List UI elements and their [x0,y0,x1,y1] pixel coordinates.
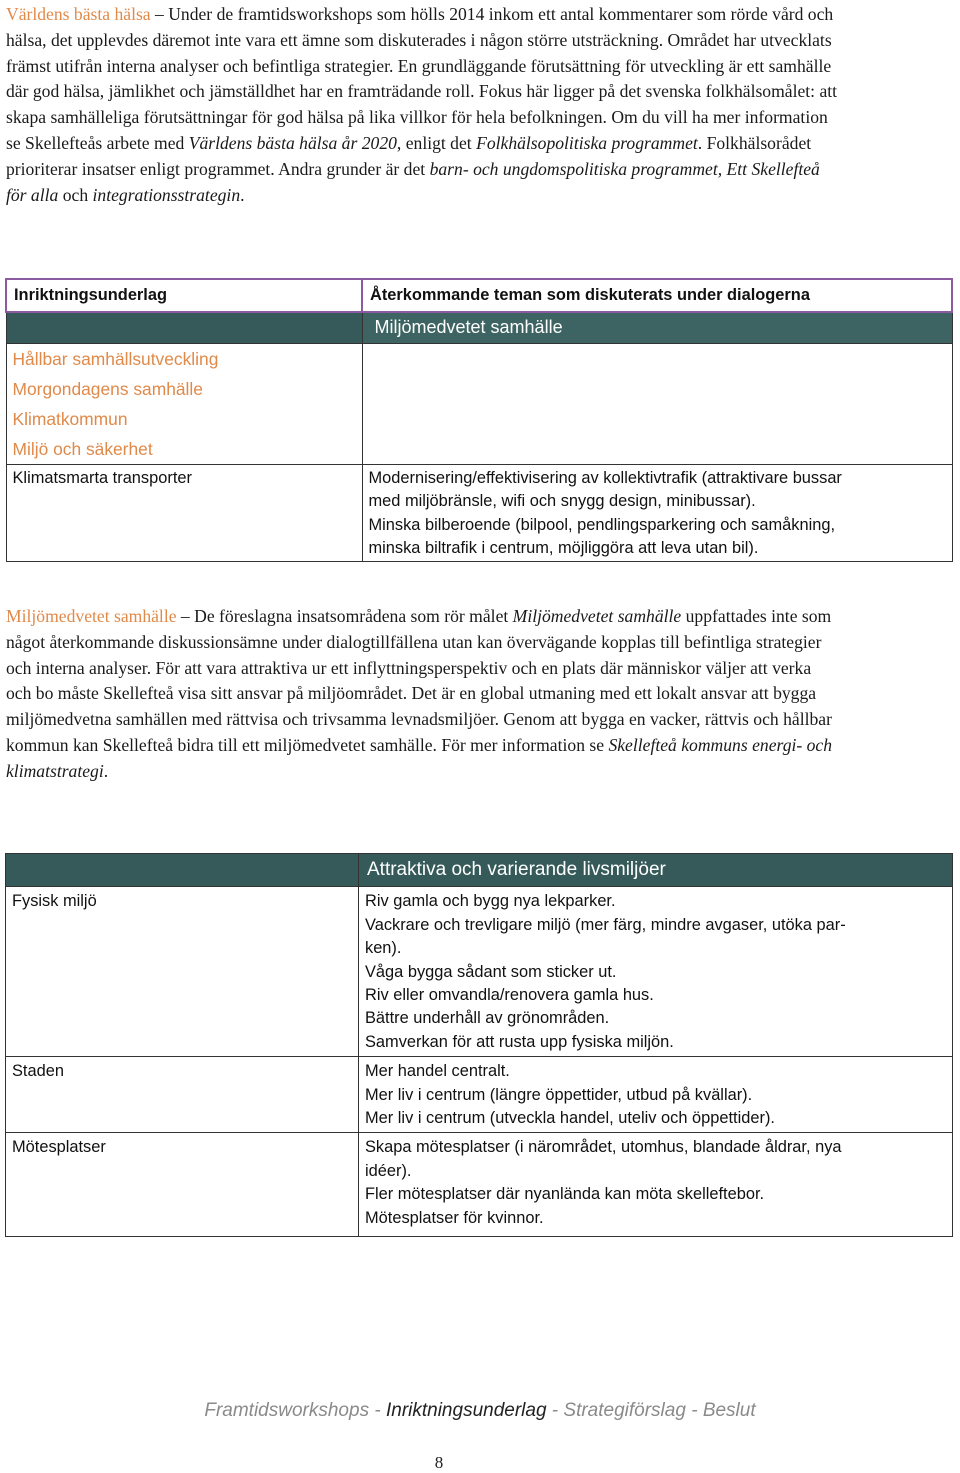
category-empty-cell [362,343,952,464]
table-header-teman: Återkommande teman som diskuterats under dialogerna [362,279,952,312]
document-breadcrumb: Framtidsworkshops - Inriktningsunderlag - Strategiförslag - Beslut [204,1400,756,1421]
breadcrumb-framtidsworkshops: Framtidsworkshops [204,1400,370,1421]
intro-paragraph: Världens bästa hälsa – Under de framtidsworkshops som hölls 2014 inkom ett antal kommentarer som rörde vård och hälsa, det upplevdes däremot inte vara ett ämne som diskuterades i någon större utsträckning. Området har utvecklats främst utifrån interna analyser och befintliga strategier. En grundläggande förutsättning för utveckling är ett samhälle där god hälsa, jämlikhet och jämställdhet har en framträdande roll. Fokus här ligger på det svenska folkhälsomålet: att skapa samhälleliga förutsättningar för god hälsa på lika villkor för hela befolkningen. Om du vill ha mer information se Skellefteås arbete med Världens bästa hälsa år 2020, enligt det Folkhälsopolitiska programmet. Folkhälsorådet prioriterar insatser enligt programmet. Andra grunder är det barn- och ungdomspolitiska programmet, Ett Skellefteå för alla och integrationsstrategin. [6,4,838,205]
breadcrumb-inriktningsunderlag: Inriktningsunderlag [385,1400,547,1421]
row-label: Fysisk miljö [6,887,359,1057]
category-item: Klimatkommun [12,408,128,429]
row-content: Mer handel centralt. Mer liv i centrum (längre öppettider, utbud på kvällar). Mer liv i centrum (utveckla handel, uteliv och öppettider). [359,1057,953,1133]
theme-title: Attraktiva och varierande livsmiljöer [359,854,953,887]
category-item: Miljö och säkerhet [12,438,153,459]
breadcrumb-strategiforslag: Strategiförslag [563,1400,686,1421]
theme-band-left [6,854,359,887]
theme-title: Miljömedvetet samhälle [362,312,952,343]
row-content: Riv gamla och bygg nya lekparker. Vackrare och trevligare miljö (mer färg, mindre avgaser, utöka par- ken). Våga bygga sådant som sticker ut. Riv eller omvandla/renovera gamla hus. Bättre underhåll av grönområden. Samverkan för att rusta upp fysiska miljön. [359,887,953,1057]
category-list [6,343,362,464]
category-item: Morgondagens samhälle [12,378,203,399]
theme-band-left [6,312,362,343]
row-label: Mötesplatser [6,1133,359,1237]
table-header-underlag: Inriktningsunderlag [6,279,362,312]
section-lead-miljo: Miljömedvetet samhälle [6,606,177,626]
environment-paragraph: Miljömedvetet samhälle – De föreslagna insatsområdena som rör målet Miljömedvetet samhälle uppfattades inte som något återkommande diskussionsämne under dialogtillfällena utan kan övervägande kopplas till befintliga strategier och interna analyser. För att vara attraktiva ur ett inflyttningsperspektiv och en plats där människor väljer att verka och bo måste Skellefteå visa sitt ansvar på miljöområdet. Det är en global utmaning med ett lokalt ansvar att bygga miljömedvetna samhällen med rättvisa och trivsamma levnadsmiljöer. Genom att bygga en vacker, rättvis och hållbar kommun kan Skellefteå bidra till ett miljömedvetet samhälle. För mer information se Skellefteå kommuns energi- och klimatstrategi. [6,606,833,781]
row-label: Staden [6,1057,359,1133]
row-content: Skapa mötesplatser (i närområdet, utomhus, blandade åldrar, nya idéer). Fler mötesplatser där nyanlända kan möta skelleftebor. Mötesplatser för kvinnor. [359,1133,953,1237]
category-item: Hållbar samhällsutveckling [12,348,219,369]
themes-table-environment [5,278,953,562]
page-number: 8 [434,1453,444,1472]
row-label: Klimatsmarta transporter [6,464,362,562]
row-content: Modernisering/effektivisering av kollektivtrafik (attraktivare bussar med miljöbränsle, wifi och snygg design, minibussar). Minska bilberoende (bilpool, pendlingsparkering och samåkning, minska biltrafik i centrum, möjliggöra att leva utan bil). [362,464,952,562]
breadcrumb-beslut: Beslut [702,1400,756,1421]
section-lead-halsa: Världens bästa hälsa [6,4,151,24]
themes-table-livsmiljoer [5,853,953,1237]
